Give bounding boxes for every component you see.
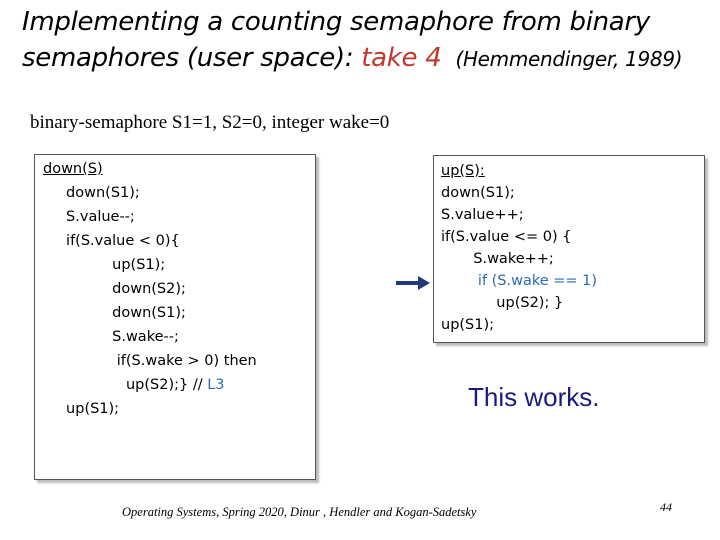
up-procedure-box <box>433 155 705 343</box>
title-line-2 <box>22 40 712 77</box>
up-line-2: S.value++; <box>441 207 524 223</box>
title-line-2-prefix: semaphores (user space): <box>22 43 362 73</box>
up-line-3: if(S.value <= 0) { <box>441 229 572 245</box>
arrow-right-icon <box>396 274 430 292</box>
title-citation: (Hemmendinger, 1989) <box>455 47 683 71</box>
up-line-7: up(S1); <box>441 317 495 333</box>
l3-label: L3 <box>207 377 225 393</box>
down-procedure-box <box>34 154 316 480</box>
down-code <box>43 157 257 421</box>
title-take-label: take 4 <box>361 43 442 73</box>
footer-credits: Operating Systems, Spring 2020, Dinur , Hendler and Kogan-Sadetsky <box>122 505 477 519</box>
down-line-7: S.wake--; <box>43 329 179 345</box>
down-line-3: if(S.value < 0){ <box>43 233 180 249</box>
semaphore-declaration: binary-semaphore S1=1, S2=0, integer wake=0 <box>30 112 390 133</box>
up-line-1: down(S1); <box>441 185 515 201</box>
down-line-0: down(S) <box>43 161 103 177</box>
page-number: 44 <box>660 500 672 514</box>
up-line-4: S.wake++; <box>441 251 554 267</box>
down-line-8: if(S.wake > 0) then <box>43 353 257 369</box>
up-line-6: up(S2); } <box>441 295 564 311</box>
down-line-9: up(S2);} // <box>43 377 208 393</box>
down-line-2: S.value--; <box>43 209 135 225</box>
down-line-5: down(S2); <box>43 281 186 297</box>
down-line-1: down(S1); <box>43 185 140 201</box>
down-line-6: down(S1); <box>43 305 186 321</box>
slide-title <box>22 4 712 77</box>
up-code <box>441 160 597 336</box>
title-line-1: Implementing a counting semaphore from binary <box>22 7 650 37</box>
conclusion-text: This works. <box>468 382 600 412</box>
up-line-0: up(S): <box>441 163 485 179</box>
down-line-4: up(S1); <box>43 257 166 273</box>
up-line-5: if (S.wake == 1) <box>441 273 598 289</box>
down-line-10: up(S1); <box>43 401 120 417</box>
